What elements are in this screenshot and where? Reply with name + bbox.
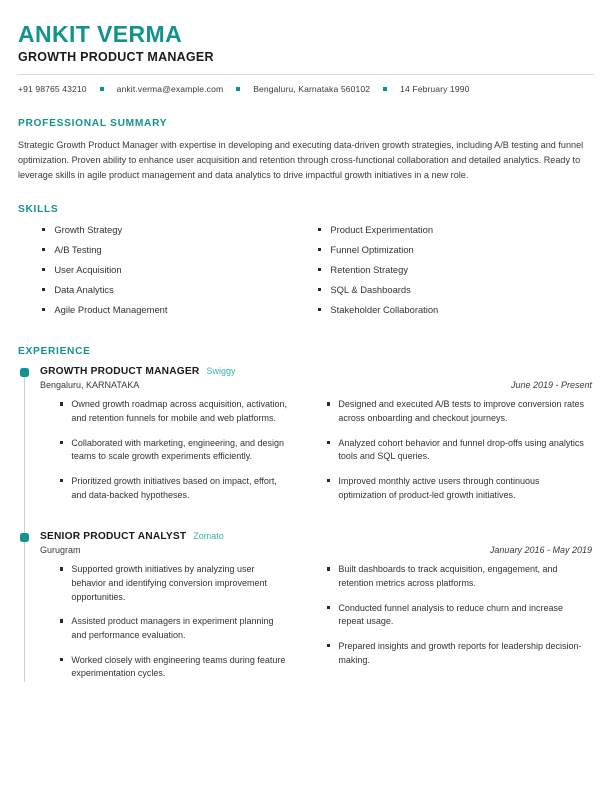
square-bullet-icon	[42, 308, 45, 311]
square-bullet-icon	[327, 567, 330, 570]
section-experience	[18, 346, 594, 692]
skill-item	[318, 224, 594, 235]
experience-bullets-grid	[40, 563, 594, 692]
skill-item	[318, 264, 594, 275]
skill-item	[42, 244, 306, 255]
skill-label: Growth Strategy	[54, 224, 123, 236]
candidate-name: ANKIT VERMA	[18, 21, 183, 47]
bullet-item	[327, 563, 588, 590]
header-divider	[18, 74, 594, 75]
square-bullet-icon	[327, 606, 330, 609]
square-bullet-icon	[318, 288, 321, 291]
skill-label: SQL & Dashboards	[330, 284, 411, 296]
candidate-job-title: GROWTH PRODUCT MANAGER	[18, 50, 214, 65]
bullet-text: Collaborated with marketing, engineering, and design teams to scale growth experiments efficiently.	[71, 437, 285, 462]
bullet-item	[60, 437, 291, 464]
experience-dates: June 2019 - Present	[510, 380, 592, 391]
experience-dates: January 2016 - May 2019	[489, 545, 592, 556]
square-bullet-icon	[60, 402, 63, 405]
square-bullet-icon	[42, 228, 45, 231]
experience-company: Swiggy	[206, 366, 236, 377]
skill-item	[318, 284, 594, 295]
square-bullet-icon	[318, 228, 321, 231]
bullet-item	[60, 475, 291, 502]
experience-bullets-grid	[40, 398, 594, 513]
bullet-item	[327, 398, 588, 425]
skill-label: Retention Strategy	[330, 264, 409, 276]
experience-role: GROWTH PRODUCT MANAGER	[40, 366, 200, 378]
experience-bullets-right	[317, 398, 594, 513]
contact-birthdate: 14 February 1990	[400, 84, 470, 95]
contact-email[interactable]: ankit.verma@example.com	[116, 84, 224, 95]
square-bullet-icon	[318, 308, 321, 311]
bullet-item	[60, 563, 291, 604]
bullet-text: Assisted product managers in experiment planning and performance evaluation.	[71, 616, 274, 641]
contact-row	[18, 84, 594, 96]
contact-separator-dot-icon	[236, 87, 240, 91]
contact-location: Bengaluru, Karnataka 560102	[253, 84, 371, 95]
square-bullet-icon	[318, 248, 321, 251]
square-bullet-icon	[327, 402, 330, 405]
bullet-item	[327, 475, 588, 502]
experience-company: Zomato	[193, 531, 224, 542]
skill-label: Product Experimentation	[330, 224, 434, 236]
experience-headline	[40, 531, 594, 542]
bullet-text: Owned growth roadmap across acquisition, activation, and retention funnels for mobile and web platforms.	[71, 399, 287, 423]
square-bullet-icon	[42, 268, 45, 271]
square-bullet-icon	[60, 479, 63, 482]
experience-bullets-left	[40, 398, 317, 513]
section-title-professional-summary: PROFESSIONAL SUMMARY	[18, 118, 168, 130]
section-title-experience: EXPERIENCE	[18, 346, 91, 358]
square-bullet-icon	[60, 441, 63, 444]
contact-separator-dot-icon	[383, 87, 387, 91]
bullet-text: Conducted funnel analysis to reduce churn and increase repeat usage.	[338, 602, 564, 627]
experience-location: Gurugram	[40, 545, 81, 556]
experience-timeline	[18, 366, 594, 692]
bullet-text: Prepared insights and growth reports for leadership decision-making.	[338, 641, 582, 665]
experience-bullets-left	[40, 563, 317, 692]
skill-item	[318, 244, 594, 255]
bullet-text: Prioritized growth initiatives based on impact, effort, and data-backed hypotheses.	[71, 475, 277, 500]
square-bullet-icon	[327, 441, 330, 444]
experience-meta	[40, 380, 594, 390]
experience-entry	[18, 531, 594, 692]
experience-location: Bengaluru, KARNATAKA	[40, 380, 140, 391]
bullet-item	[60, 615, 291, 642]
bullet-text: Built dashboards to track acquisition, engagement, and retention metrics across platforms.	[338, 564, 558, 588]
skill-item	[42, 304, 306, 315]
skill-label: Funnel Optimization	[330, 244, 414, 256]
section-professional-summary	[18, 118, 594, 182]
skill-label: Data Analytics	[54, 284, 114, 296]
resume-header	[18, 0, 594, 96]
skills-grid	[18, 224, 594, 324]
square-bullet-icon	[60, 567, 63, 570]
contact-phone: +91 98765 43210	[18, 84, 87, 95]
square-bullet-icon	[60, 619, 63, 622]
contact-separator-dot-icon	[100, 87, 104, 91]
bullet-text: Worked closely with engineering teams during feature experimentation cycles.	[71, 654, 286, 679]
bullet-text: Improved monthly active users through continuous optimization of product-led growth initiatives.	[338, 475, 540, 500]
square-bullet-icon	[327, 479, 330, 482]
bullet-item	[327, 640, 588, 667]
experience-role: SENIOR PRODUCT ANALYST	[40, 531, 187, 543]
experience-entry	[18, 366, 594, 513]
section-skills	[18, 204, 594, 324]
bullet-item	[327, 602, 588, 629]
bullet-item	[60, 398, 291, 425]
bullet-item	[60, 654, 291, 681]
bullet-text: Designed and executed A/B tests to improve conversion rates across onboarding and checkout journeys.	[338, 399, 585, 423]
square-bullet-icon	[318, 268, 321, 271]
timeline-marker-icon	[20, 533, 29, 542]
experience-bullets-right	[317, 563, 594, 692]
square-bullet-icon	[327, 644, 330, 647]
section-title-skills: SKILLS	[18, 204, 59, 216]
skills-column-right	[306, 224, 594, 324]
skill-item	[318, 304, 594, 315]
bullet-item	[327, 437, 588, 464]
skill-item	[42, 264, 306, 275]
square-bullet-icon	[42, 288, 45, 291]
skill-item	[42, 224, 306, 235]
skill-label: User Acquisition	[54, 264, 122, 276]
professional-summary-text: Strategic Growth Product Manager with expertise in developing and executing data-driven growth strategies, including A/B testing and funnel optimization. Proven ability to enhance user acquisition and retention through cross-functional collaboration and detailed analytics. Ready to leverage skills in agile product management and data analytics to drive impactful growth initiatives in a new role.	[18, 140, 584, 180]
skill-label: Stakeholder Collaboration	[330, 304, 439, 316]
skill-item	[42, 284, 306, 295]
experience-headline	[40, 366, 594, 377]
timeline-marker-icon	[20, 368, 29, 377]
skill-label: Agile Product Management	[54, 304, 168, 316]
bullet-text: Analyzed cohort behavior and funnel drop-offs using analytics tools and SQL queries.	[338, 437, 584, 462]
skill-label: A/B Testing	[54, 244, 102, 256]
experience-meta	[40, 545, 594, 555]
square-bullet-icon	[60, 658, 63, 661]
square-bullet-icon	[42, 248, 45, 251]
skills-column-left	[18, 224, 306, 324]
bullet-text: Supported growth initiatives by analyzing user behavior and identifying conversion improvement opportunities.	[71, 564, 267, 602]
